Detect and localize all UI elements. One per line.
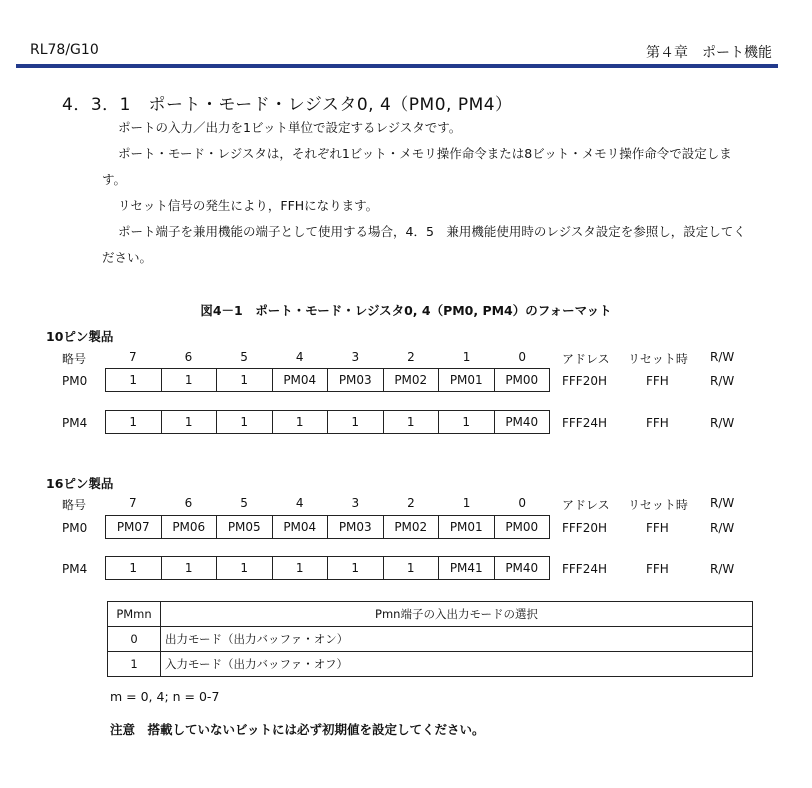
bit-number: 3 [351,350,360,364]
reg-name-pm4: PM4 [62,416,88,430]
register-pm4 [105,556,550,580]
address-value: FFF20H [562,521,607,535]
register-pm4 [105,410,550,434]
bit-cell: 1 [129,373,138,387]
bit-cell: 1 [161,411,217,433]
bit-number: 3 [351,496,360,510]
bit-number: 5 [240,496,248,510]
bit-number: 7 [128,496,137,510]
reg-name-pm4: PM4 [62,562,88,576]
block-title-16pin: 16ピン製品 [46,476,114,491]
reset-value: FFH [646,374,669,388]
table-row [108,652,753,677]
table-cell: 1 [108,652,161,677]
bit-number: 5 [240,350,248,364]
address-label: アドレス [562,498,610,512]
table-cell: 出力モード（出力バッファ・オン） [161,627,753,652]
bit-number: 4 [295,350,304,364]
bit-cell: PM01 [438,369,494,391]
rw-value: R/W [710,374,735,388]
bit-cell: 1 [161,369,217,391]
table-header-row [108,602,753,627]
bit-number: 4 [295,496,304,510]
reset-value: FFH [646,562,669,576]
bit-cell: PM02 [383,516,439,538]
paragraph-1: ポートの入力／出力を1ビット単位で設定するレジスタです。 [118,120,462,135]
bit-cell: PM05 [216,516,272,538]
section-title: 4．3．1 ポート・モード・レジスタ0, 4（PM0, PM4） [62,95,513,115]
bit-number: 6 [184,496,193,510]
bit-number: 1 [462,496,471,510]
bit-cell: 1 [327,557,383,579]
bit-number: 7 [128,350,137,364]
symbol-label: 略号 [62,498,87,512]
address-value: FFF24H [562,562,607,576]
bit-cell: PM01 [438,516,494,538]
bit-cell: PM40 [494,557,550,579]
address-label: アドレス [562,352,610,366]
bit-cell: PM41 [438,557,494,579]
bit-number: 1 [462,350,471,364]
bit-cell: 1 [383,557,439,579]
bit-cell: PM02 [383,369,439,391]
paragraph-2: ポート・モード・レジスタは，それぞれ1ビット・メモリ操作命令または8ビット・メモリ操作命令で設定します。 [102,146,732,187]
header-left: RL78/G10 [30,42,99,58]
bit-number: 2 [407,350,415,364]
reg-name-pm0: PM0 [62,521,88,535]
rw-label: R/W [710,496,735,510]
bit-number: 0 [518,350,526,364]
bit-cell: 1 [161,557,217,579]
figure-caption: 図4－1 ポート・モード・レジスタ0, 4（PM0, PM4）のフォーマット [200,303,612,318]
bit-cell: 1 [216,557,272,579]
bit-cell: PM07 [116,520,150,534]
header-right: 第４章 ポート機能 [646,45,772,61]
bit-number: 6 [184,350,193,364]
bit-cell: 1 [129,561,138,575]
symbol-label: 略号 [62,352,87,366]
bit-cell: 1 [272,557,328,579]
caution-note: 注意 搭載していないビットには必ず初期値を設定してください。 [110,722,485,737]
bit-cell: PM03 [327,369,383,391]
register-pm0 [105,368,550,392]
bit-cell: PM04 [272,369,328,391]
reset-value: FFH [646,416,669,430]
mode-select-table [107,601,753,677]
table-header: PMmn [108,602,161,627]
table-cell: 入力モード（出力バッファ・オフ） [161,652,753,677]
reset-label: リセット時 [628,352,688,366]
bit-header-row [105,350,550,364]
bit-cell: PM03 [327,516,383,538]
bit-cell: 1 [438,411,494,433]
bit-cell: PM04 [272,516,328,538]
bit-cell: 1 [216,411,272,433]
rw-value: R/W [710,416,735,430]
bit-cell: 1 [216,369,272,391]
table-row [108,627,753,652]
header-rule [16,64,778,68]
reset-label: リセット時 [628,498,688,512]
register-pm0 [105,515,550,539]
range-note: m = 0, 4; n = 0-7 [110,689,220,704]
bit-header-row [105,496,550,510]
reset-value: FFH [646,521,669,535]
bit-cell: PM40 [494,411,550,433]
bit-cell: PM00 [494,516,550,538]
rw-value: R/W [710,521,735,535]
paragraph-3: リセット信号の発生により，FFHになります。 [118,198,379,213]
block-title-10pin: 10ピン製品 [46,329,114,344]
rw-label: R/W [710,350,735,364]
table-header: Pmn端子の入出力モードの選択 [161,602,753,627]
reg-name-pm0: PM0 [62,374,88,388]
rw-value: R/W [710,562,735,576]
bit-number: 2 [407,496,415,510]
bit-cell: 1 [129,415,138,429]
address-value: FFF24H [562,416,607,430]
paragraph-4: ポート端子を兼用機能の端子として使用する場合，4．5 兼用機能使用時のレジスタ設定を参照し，設定してください。 [102,224,746,265]
table-cell: 0 [108,627,161,652]
bit-cell: 1 [327,411,383,433]
bit-cell: 1 [272,411,328,433]
address-value: FFF20H [562,374,607,388]
bit-cell: 1 [383,411,439,433]
bit-cell: PM00 [494,369,550,391]
bit-cell: PM06 [161,516,217,538]
bit-number: 0 [518,496,526,510]
